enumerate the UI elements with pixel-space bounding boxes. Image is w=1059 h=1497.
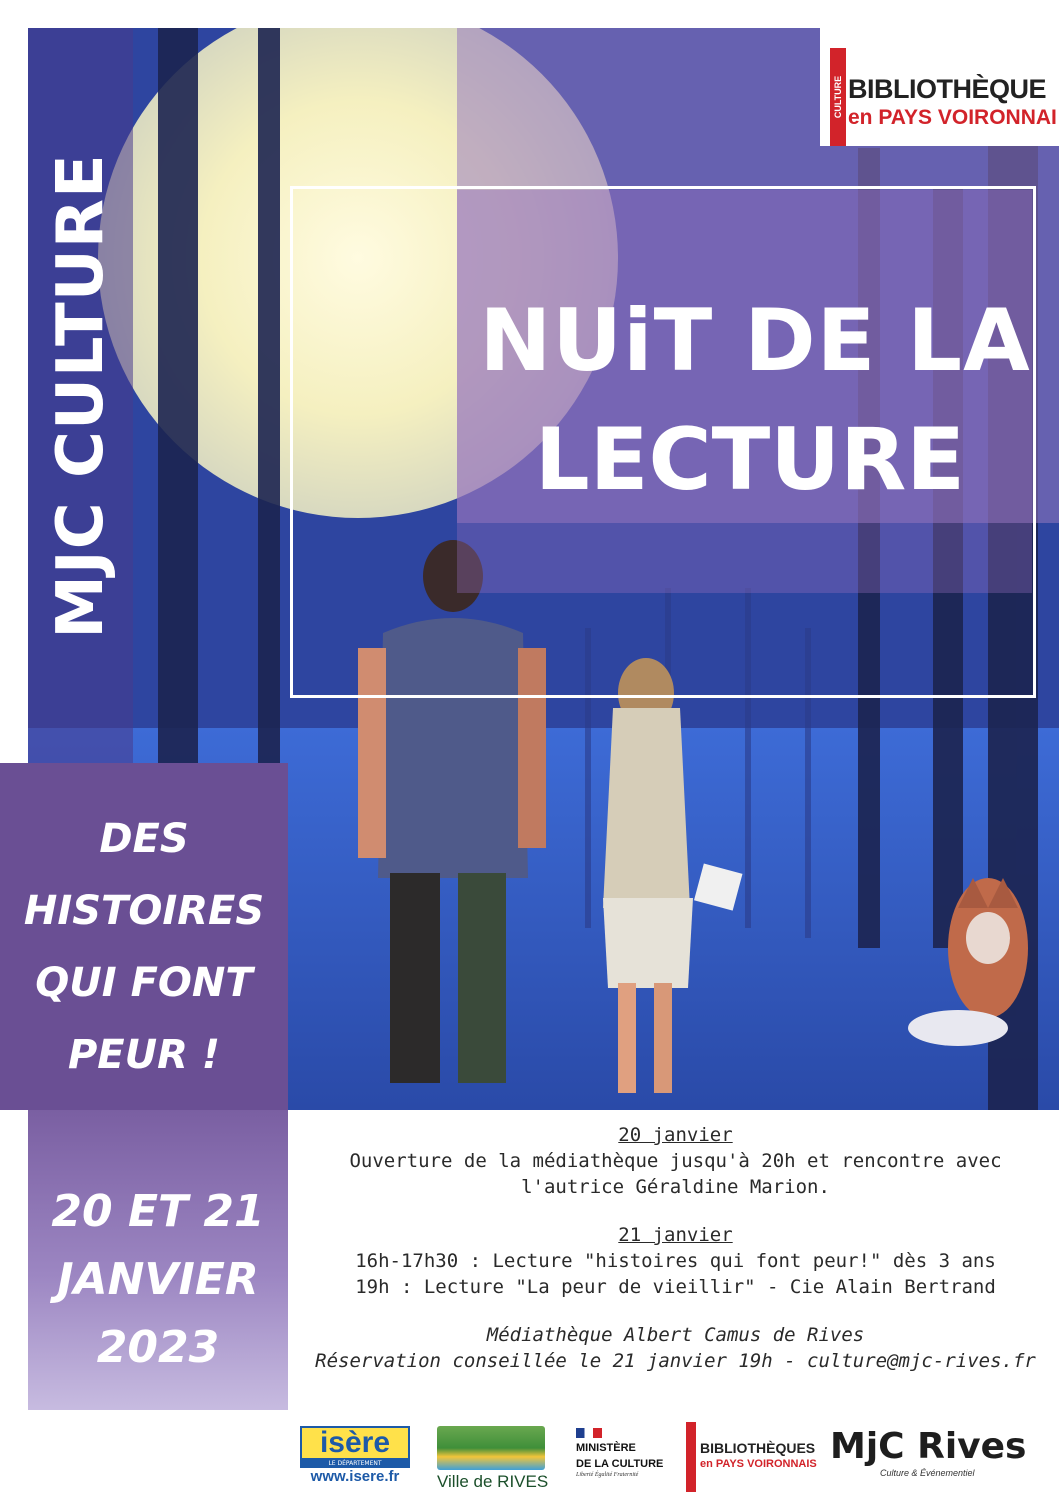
day1-line: l'autrice Géraldine Marion.	[521, 1176, 830, 1198]
bibliotheque-name: BIBLIOTHÈQUE	[848, 74, 1047, 104]
isere-logo	[300, 1426, 410, 1485]
tagline-line: PEUR !	[67, 1032, 221, 1078]
day1-line: Ouverture de la médiathèque jusqu'à 20h et rencontre avec	[349, 1150, 1002, 1172]
partner-logos	[0, 1420, 1059, 1497]
isere-dept: LE DÉPARTEMENT	[300, 1460, 410, 1468]
tagline-line: QUI FONT	[35, 960, 253, 1006]
bibliotheques-name: BIBLIOTHÈQUES	[700, 1440, 816, 1456]
bibliotheques-sub: en PAYS VOIRONNAIS	[700, 1458, 817, 1470]
culture-red-bar-small	[682, 1422, 696, 1492]
ministere-line1: MINISTÈRE	[576, 1442, 636, 1454]
dates-line: JANVIER	[57, 1254, 259, 1305]
ministere-motto: Liberté Égalité Fraternité	[576, 1472, 639, 1478]
ministere-line2: DE LA CULTURE	[576, 1458, 664, 1470]
isere-name: isère	[300, 1426, 410, 1460]
side-label: MJC CULTURE	[43, 152, 118, 639]
culture-red-bar	[830, 48, 846, 146]
dates-box	[28, 1110, 288, 1410]
mjc-rives-name: MjC Rives	[830, 1426, 1027, 1467]
mjc-culture-vertical	[28, 28, 133, 763]
bibliotheques-logo	[682, 1422, 826, 1494]
day2-line: 16h-17h30 : Lecture "histoires qui font peur!" dès 3 ans	[355, 1250, 996, 1272]
title-line-2: LECTURE	[534, 410, 966, 511]
program	[292, 1122, 1059, 1374]
event-dates	[28, 1178, 288, 1382]
french-flag-icon	[576, 1428, 602, 1438]
rives-landscape-icon	[437, 1426, 545, 1470]
mjc-rives-logo	[830, 1426, 1059, 1492]
isere-url: www.isere.fr	[310, 1468, 400, 1485]
poster-title	[470, 290, 1040, 512]
ministere-culture-logo	[576, 1428, 689, 1494]
bibliotheque-sub: en PAYS VOIRONNAI	[848, 106, 1057, 129]
tagline-box	[0, 763, 288, 1110]
venue: Médiathèque Albert Camus de Rives	[486, 1324, 865, 1346]
day2-line: 19h : Lecture "La peur de vieillir" - Cie Alain Bertrand	[355, 1276, 996, 1298]
day1-date: 20 janvier	[618, 1124, 733, 1146]
dates-line: 20 ET 21	[51, 1186, 265, 1237]
ville-de-rives-logo	[437, 1426, 547, 1496]
bibliotheque-logo	[820, 28, 1059, 146]
title-line-1: NUiT DE LA	[479, 291, 1031, 391]
dates-line: 2023	[96, 1322, 220, 1373]
tagline	[0, 803, 288, 1091]
day2-date: 21 janvier	[618, 1224, 733, 1246]
tagline-line: DES	[99, 816, 189, 862]
rives-caption: Ville de RIVES	[437, 1472, 549, 1491]
culture-label: CULTURE	[833, 75, 844, 119]
culture-label-small: CULTURE	[682, 1440, 689, 1470]
mjc-rives-sub: Culture & Événementiel	[880, 1468, 975, 1478]
booking-info: Réservation conseillée le 21 janvier 19h - culture@mjc-rives.fr	[315, 1350, 1036, 1372]
tagline-line: HISTOIRES	[23, 888, 265, 934]
